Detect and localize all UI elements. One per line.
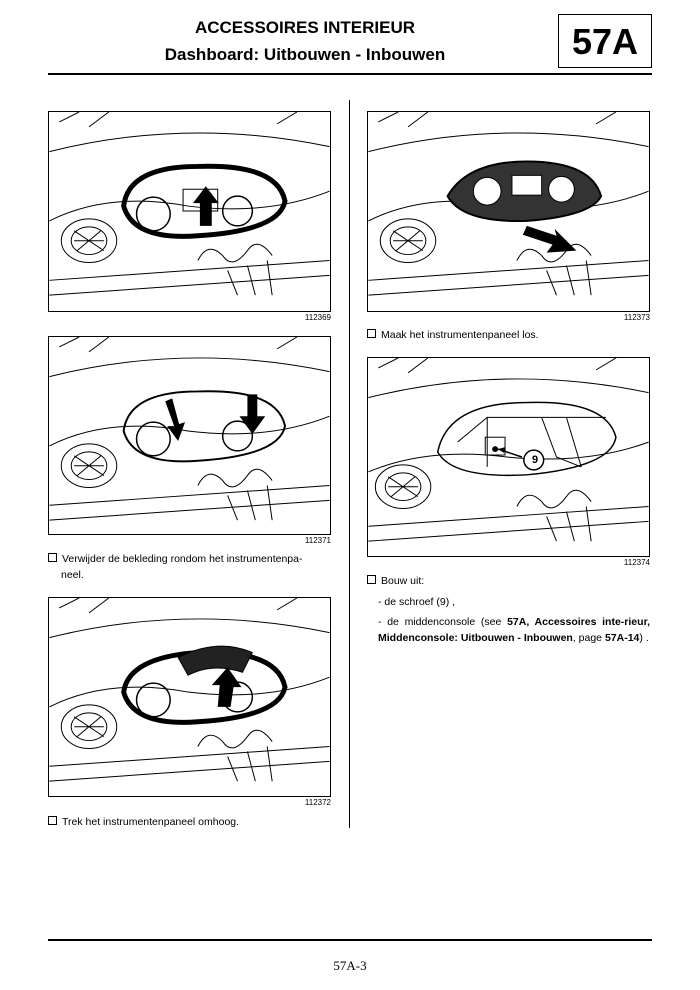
- checkbox-bullet-icon: [367, 329, 376, 338]
- list-item: - de schroef (9) ,: [378, 596, 456, 608]
- checkbox-bullet-icon: [367, 575, 376, 584]
- dashboard-illustration: [49, 112, 330, 311]
- checkbox-bullet-icon: [48, 816, 57, 825]
- dashboard-illustration: [49, 337, 330, 534]
- figure-number: 112369: [304, 313, 331, 322]
- figure-dashboard-2: [48, 336, 331, 535]
- footer-rule: [48, 939, 652, 941]
- figure-dashboard-5: [367, 357, 650, 557]
- caption: Trek het instrumentenpaneel omhoog.: [48, 814, 338, 830]
- checkbox-bullet-icon: [48, 553, 57, 562]
- dashboard-illustration: [49, 598, 330, 796]
- dashboard-illustration: [368, 358, 649, 556]
- caption: Verwijder de bekleding rondom het instrumentenpa- neel.: [48, 551, 338, 583]
- section-code-badge: 57A: [558, 14, 652, 68]
- figure-number: 112373: [623, 313, 650, 322]
- list-item: - de middenconsole (see 57A, Accessoires inte-rieur, Middenconsole: Uitbouwen - Inbouwen, page 57A-14) .: [378, 616, 650, 644]
- callout-label: 9: [531, 454, 539, 466]
- figure-number: 112374: [623, 558, 650, 567]
- dashboard-illustration: [368, 112, 649, 311]
- figure-dashboard-4: [367, 111, 650, 312]
- caption: Maak het instrumentenpaneel los.: [367, 327, 650, 343]
- page-number: 57A-3: [333, 958, 367, 973]
- caption: Bouw uit:: [367, 573, 650, 589]
- header-rule: [48, 73, 652, 75]
- figure-number: 112371: [304, 536, 331, 545]
- figure-number: 112372: [304, 798, 331, 807]
- column-divider: [349, 100, 350, 828]
- page-title: ACCESSOIRES INTERIEUR: [194, 18, 416, 37]
- figure-dashboard-1: [48, 111, 331, 312]
- page-subtitle: Dashboard: Uitbouwen - Inbouwen: [164, 45, 446, 64]
- figure-dashboard-3: [48, 597, 331, 797]
